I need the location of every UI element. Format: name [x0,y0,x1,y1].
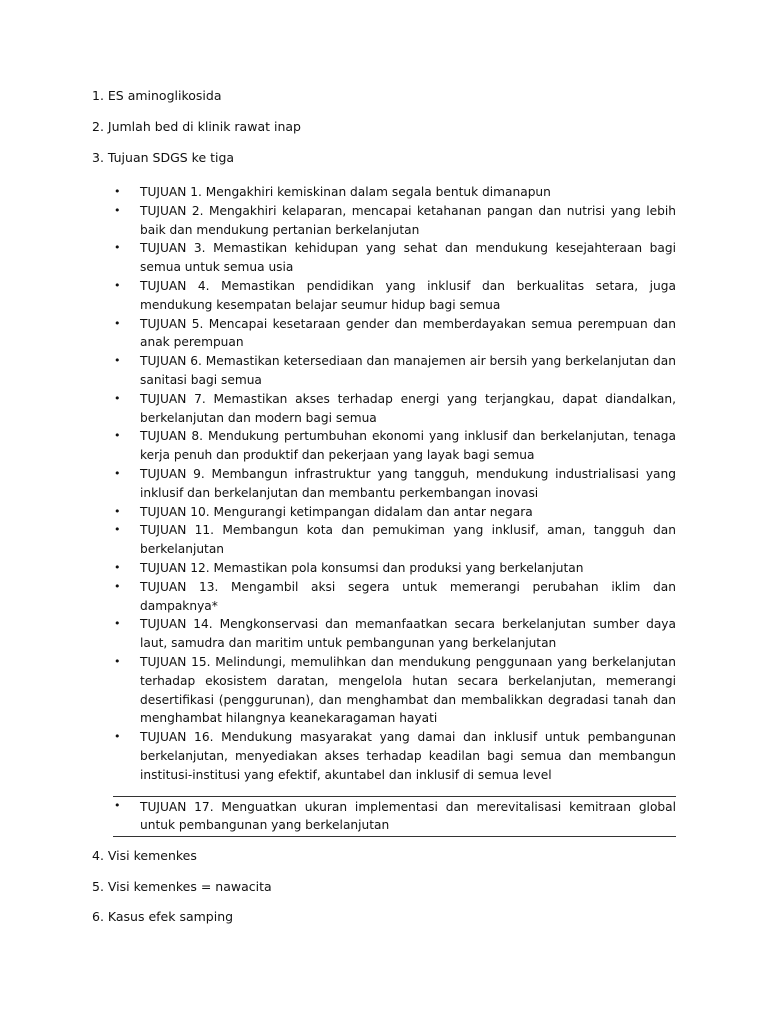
sdg-goals-list [113,183,676,837]
sdg-goal-9 [113,465,676,503]
sdg-goal-text: TUJUAN 6. Memastikan ketersediaan dan manajemen air bersih yang berkelanjutan dan sanitasi bagi semua [140,354,676,387]
sdg-goal-text: TUJUAN 12. Memastikan pola konsumsi dan produksi yang berkelanjutan [140,560,584,575]
bullet-icon: • [114,278,121,292]
bullet-icon: • [114,391,121,405]
bullet-icon: • [114,429,121,443]
bullet-icon: • [114,504,121,518]
bullet-icon: • [114,730,121,744]
bullet-icon: • [114,203,121,217]
bullet-icon: • [114,579,121,593]
sdg-goal-text: TUJUAN 10. Mengurangi ketimpangan didalam dan antar negara [140,504,533,519]
sdg-goal-text: TUJUAN 4. Memastikan pendidikan yang inklusif dan berkualitas setara, juga mendukung kesempatan belajar seumur hidup bagi semua [140,278,676,312]
sdg-goal-text: TUJUAN 14. Mengkonservasi dan memanfaatkan secara berkelanjutan sumber daya laut, samudra dan maritim untuk pembangunan yang berkelanjutan [140,617,676,651]
sdg-goal-text: TUJUAN 11. Membangun kota dan pemukiman yang inklusif, aman, tangguh dan berkelanjutan [140,523,676,557]
sdg-goal-text: TUJUAN 9. Membangun infrastruktur yang tangguh, mendukung industrialisasi yang inklusif dan berkelanjutan dan membantu perkembangan inovasi [140,466,676,500]
bullet-icon: • [114,798,121,812]
sdg-goal-13 [113,578,676,616]
sdg-goal-text: TUJUAN 13. Mengambil aksi segera untuk memerangi perubahan iklim dan dampaknya* [140,579,676,613]
sdg-goal-17 [113,796,676,838]
bullet-icon: • [114,466,121,480]
bullet-icon: • [114,316,121,330]
sdg-goal-8 [113,427,676,465]
sdg-goal-text: TUJUAN 17. Menguatkan ukuran implementasi dan merevitalisasi kemitraan global untuk pembangunan yang berkelanjutan [140,799,676,833]
question-2: 2. Jumlah bed di klinik rawat inap [92,119,301,134]
sdg-goal-14 [113,615,676,653]
bullet-icon: • [114,523,121,537]
sdg-goal-6 [113,352,676,390]
sdg-goal-16 [113,728,676,784]
sdg-goal-text: TUJUAN 3. Memastikan kehidupan yang sehat dan mendukung kesejahteraan bagi semua untuk semua usia [140,241,676,275]
sdg-goal-text: TUJUAN 15. Melindungi, memulihkan dan mendukung penggunaan yang berkelanjutan terhadap ekosistem daratan, mengelola hutan secara berkelanjutan, memerangi desertifikasi (penggurunan), dan menghambat dan membalikkan degradasi tanah dan menghambat hilangnya keanekaragaman hayati [140,654,676,726]
question-1: 1. ES aminoglikosida [92,88,222,103]
sdg-goal-4 [113,277,676,315]
bullet-icon: • [114,617,121,631]
question-3: 3. Tujuan SDGS ke tiga [92,150,235,165]
question-5: 5. Visi kemenkes = nawacita [92,879,272,894]
bullet-icon: • [114,654,121,668]
sdg-goal-10 [113,503,676,522]
sdg-goal-text: TUJUAN 8. Mendukung pertumbuhan ekonomi yang inklusif dan berkelanjutan, tenaga kerja penuh dan produktif dan pekerjaan yang layak bagi semua [140,429,676,463]
sdg-goal-7 [113,390,676,428]
bullet-icon: • [114,185,121,198]
sdg-goal-1 [113,183,676,202]
sdg-goal-text: TUJUAN 5. Mencapai kesetaraan gender dan memberdayakan semua perempuan dan anak perempuan [140,316,676,350]
sdg-goal-text: TUJUAN 1. Mengakhiri kemiskinan dalam segala bentuk dimanapun [140,185,551,199]
bullet-icon: • [114,560,121,574]
sdg-goal-text: TUJUAN 7. Memastikan akses terhadap energi yang terjangkau, dapat diandalkan, berkelanjutan dan modern bagi semua [140,391,676,425]
sdg-goal-text: TUJUAN 16. Mendukung masyarakat yang damai dan inklusif untuk pembangunan berkelanjutan, menyediakan akses terhadap keadilan bagi semua dan membangun institusi-institusi yang efektif, akuntabel dan inklusif di semua level [140,730,676,782]
bullet-icon: • [114,354,121,368]
question-4: 4. Visi kemenkes [92,848,197,863]
sdg-goal-2 [113,202,676,240]
question-6: 6. Kasus efek samping [92,909,234,924]
sdg-goal-15 [113,653,676,728]
bullet-icon: • [114,241,121,255]
sdg-goal-5 [113,315,676,353]
sdg-goal-11 [113,521,676,559]
sdg-goal-3 [113,239,676,277]
sdg-goal-12 [113,559,676,578]
sdg-goal-text: TUJUAN 2. Mengakhiri kelaparan, mencapai ketahanan pangan dan nutrisi yang lebih baik dan mendukung pertanian berkelanjutan [140,203,676,237]
